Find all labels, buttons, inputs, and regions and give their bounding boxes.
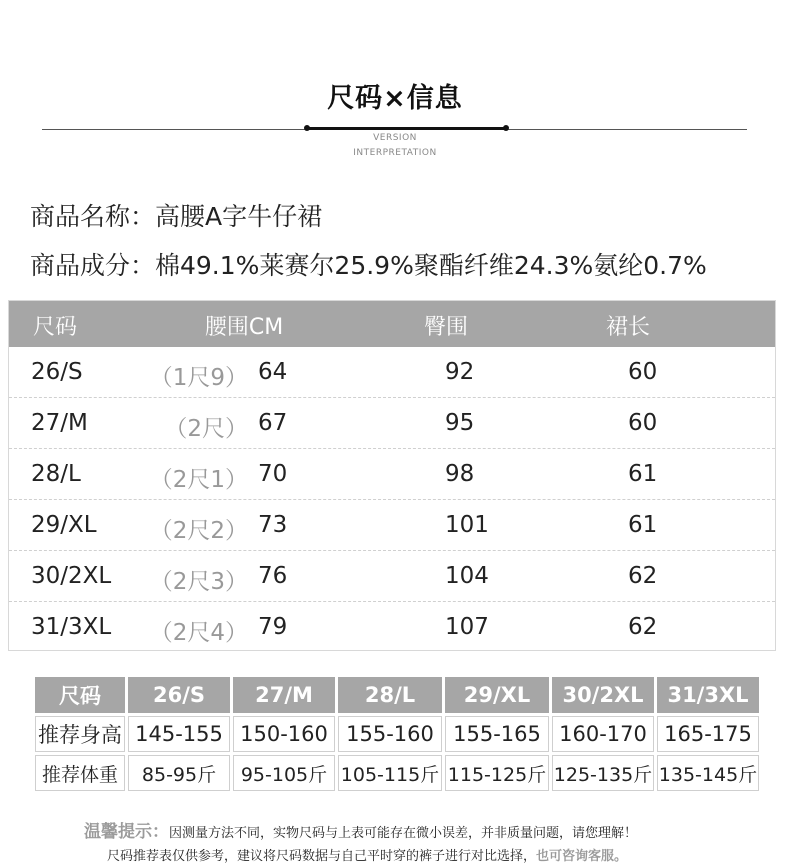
divider-dot-right bbox=[503, 125, 509, 131]
size-table-row: 28/L （2尺1） 70 98 61 bbox=[9, 449, 775, 500]
tip-line-1 bbox=[84, 817, 637, 842]
size-table-header bbox=[9, 301, 775, 347]
subtitle-interpretation: INTERPRETATION bbox=[353, 148, 437, 158]
rec-weight-cell: 105-115斤 bbox=[338, 755, 442, 791]
rec-header-cell: 27/M bbox=[233, 677, 335, 713]
cell-waist-note: （2尺1） bbox=[149, 467, 248, 493]
rec-header-cell: 26/S bbox=[128, 677, 230, 713]
rec-header-cell: 29/XL bbox=[445, 677, 549, 713]
tip-text-2-muted: 也可咨询客服。 bbox=[536, 849, 628, 864]
rec-header-cell: 28/L bbox=[338, 677, 442, 713]
cell-size: 31/3XL bbox=[31, 614, 112, 640]
size-table-body bbox=[9, 347, 775, 652]
rec-header-cell: 30/2XL bbox=[552, 677, 654, 713]
title-divider-accent bbox=[307, 127, 506, 130]
cell-waist: 64 bbox=[258, 359, 288, 385]
rec-height-cell: 160-170 bbox=[552, 716, 654, 752]
rec-weight-label: 推荐体重 bbox=[35, 755, 125, 791]
cell-size: 30/2XL bbox=[31, 563, 112, 589]
subtitle-version: VERSION bbox=[373, 133, 417, 143]
size-table-row: 26/S （1尺9） 64 92 60 bbox=[9, 347, 775, 398]
cell-size: 29/XL bbox=[31, 512, 97, 538]
product-name: 商品名称：高腰A字牛仔裙 bbox=[30, 202, 323, 231]
rec-height-cell: 155-160 bbox=[338, 716, 442, 752]
cell-size: 27/M bbox=[31, 410, 88, 436]
size-table-row: 29/XL （2尺2） 73 101 61 bbox=[9, 500, 775, 551]
product-composition: 商品成分：棉49.1%莱赛尔25.9%聚酯纤维24.3%氨纶0.7% bbox=[30, 251, 707, 280]
rec-weight-cell: 95-105斤 bbox=[233, 755, 335, 791]
cell-waist-note: （2尺） bbox=[164, 416, 248, 442]
size-table-row: 31/3XL （2尺4） 79 107 62 bbox=[31, 614, 658, 646]
rec-weight-cell: 135-145斤 bbox=[657, 755, 759, 791]
rec-height-cell: 145-155 bbox=[128, 716, 230, 752]
rec-header-cell: 尺码 bbox=[35, 677, 125, 713]
recommend-weight-row bbox=[35, 755, 759, 791]
rec-height-cell: 165-175 bbox=[657, 716, 759, 752]
cell-waist: 73 bbox=[258, 512, 288, 538]
header-waist: 腰围CM bbox=[204, 315, 284, 340]
rec-height-cell: 155-165 bbox=[445, 716, 549, 752]
recommend-table bbox=[32, 674, 762, 794]
header-length: 裙长 bbox=[605, 315, 651, 340]
recommend-height-row bbox=[35, 716, 759, 752]
recommend-header-row bbox=[35, 677, 759, 713]
rec-weight-cell: 115-125斤 bbox=[445, 755, 549, 791]
tip-text-2: 尺码推荐表仅供参考，建议将尺码数据与自己平时穿的裤子进行对比选择， bbox=[107, 849, 537, 864]
tip-line-2 bbox=[107, 845, 627, 864]
cell-size: 26/S bbox=[31, 359, 83, 385]
size-table-row: 30/2XL （2尺3） 76 104 62 bbox=[9, 551, 775, 602]
cell-waist: 76 bbox=[258, 563, 288, 589]
rec-header-cell: 31/3XL bbox=[657, 677, 759, 713]
cell-waist-note: （2尺3） bbox=[149, 569, 248, 595]
size-table bbox=[8, 300, 776, 651]
divider-dot-left bbox=[304, 125, 310, 131]
cell-waist: 79 bbox=[258, 614, 288, 640]
cell-waist: 70 bbox=[258, 461, 288, 487]
section-title: 尺码×信息 bbox=[327, 83, 463, 114]
cell-waist-note: （2尺4） bbox=[149, 620, 248, 646]
tip-text-1: 因测量方法不同，实物尺码与上表可能存在微小误差，并非质量问题，请您理解！ bbox=[169, 826, 638, 841]
cell-size: 28/L bbox=[31, 461, 81, 487]
tip-label: 温馨提示： bbox=[84, 822, 169, 842]
cell-waist-note: （1尺9） bbox=[149, 365, 248, 391]
rec-weight-cell: 125-135斤 bbox=[552, 755, 654, 791]
rec-weight-cell: 85-95斤 bbox=[128, 755, 230, 791]
cell-waist-note: （2尺2） bbox=[149, 518, 248, 544]
rec-height-label: 推荐身高 bbox=[35, 716, 125, 752]
size-table-row: 27/M （2尺） 67 95 60 bbox=[9, 398, 775, 449]
rec-height-cell: 150-160 bbox=[233, 716, 335, 752]
header-size: 尺码 bbox=[33, 315, 78, 340]
cell-waist: 67 bbox=[258, 410, 288, 436]
header-hip: 臀围 bbox=[423, 315, 469, 340]
